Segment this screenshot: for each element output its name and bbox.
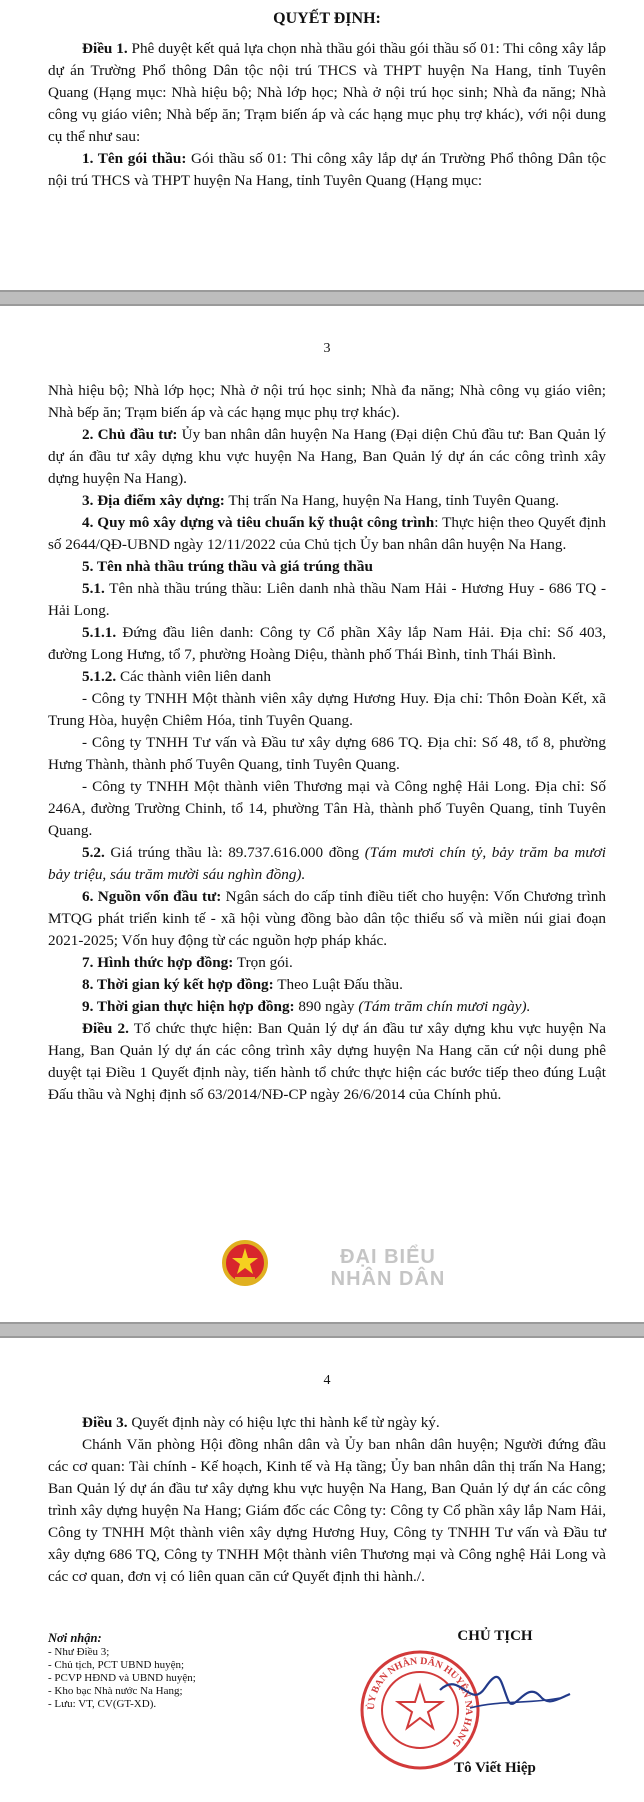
article-3-paragraph [48, 1412, 606, 1434]
signer-role: CHỦ TỊCH [457, 1628, 533, 1644]
item-5-2-price: Giá trúng thầu là: 89.737.616.000 đồng [104, 844, 365, 861]
execution-paragraph: Chánh Văn phòng Hội đồng nhân dân và Ủy ban nhân dân huyện; Người đứng đầu các cơ quan: Tài chính - Kế hoạch, Kinh tế và Hạ tầng; Ủy ban nhân dân thị trấn Na Hang; Ban Quản lý dự án đầu tư xây dựng khu vực huyện Na Hang, Ban Quản lý dự án các công trình xây dựng huyện Na Hang; Giám đốc các Công ty: Công ty Cổ phần xây lắp Nam Hải, Công ty TNHH Một thành viên xây dựng Hương Huy, Công ty TNHH Tư vấn và Đầu tư xây dựng 686 TQ, Công ty TNHH Một thành viên Thương mại và Công nghệ Hải Long và các cơ quan, đơn vị có liên quan căn cứ Quyết định thi hành./. [48, 1436, 606, 1585]
article-2-paragraph [48, 1018, 606, 1106]
item-9-text: 890 ngày [294, 998, 359, 1015]
article-1-paragraph [48, 38, 606, 148]
item-7-paragraph [48, 952, 606, 974]
item-2-text: Ủy ban nhân dân huyện Na Hang (Đại diện Chủ đầu tư: Ban Quản lý dự án đầu tư xây dựng khu vực huyện Na Hang, Ban Quản lý dự án các công trình xây dựng huyện Na Hang). [48, 426, 607, 487]
item-2-paragraph [48, 424, 606, 490]
recipients-heading: Nơi nhận: [48, 1631, 102, 1645]
item-8-text: Theo Luật Đấu thầu. [273, 976, 403, 993]
recipient-item: - PCVP HĐND và UBND huyện; [48, 1672, 196, 1684]
item-5-heading: 5. Tên nhà thầu trúng thầu và giá trúng thầu [82, 558, 373, 575]
page-top-content [48, 8, 606, 192]
item-4-text: : Thực hiện theo Quyết định số 2644/QĐ-UBND ngày 12/11/2022 của Chủ tịch Ủy ban nhân dân huyện Na Hang. [48, 514, 606, 553]
item-4-label: 4. Quy mô xây dựng và tiêu chuẩn kỹ thuật công trình [82, 514, 435, 531]
page-number-4: 4 [323, 1373, 331, 1388]
item-4-paragraph [48, 512, 606, 556]
item-9-paragraph [48, 996, 606, 1018]
item-5-1-label: 5.1. [82, 580, 105, 597]
document-page-3 [0, 306, 644, 1322]
recipient-item: - Lưu: VT, CV(GT-XD). [48, 1698, 157, 1710]
article-3-label: Điều 3. [82, 1414, 128, 1431]
recipient-item: - Kho bạc Nhà nước Na Hang; [48, 1685, 183, 1697]
seal-text: ỦY BAN NHÂN DÂN HUYỆN NA HANG [365, 1655, 475, 1749]
decision-title: QUYẾT ĐỊNH: [273, 10, 381, 27]
article-2-text: Tổ chức thực hiện: Ban Quản lý dự án đầu tư xây dựng khu vực huyện Na Hang, Ban Quản lý dự án các công trình xây dựng huyện Na Hang căn cứ nội dung phê duyệt tại Điều 1 Quyết định này, tiến hành tổ chức thực hiện các bước tiếp theo đúng Luật Đấu thầu và Nghị định số 63/2014/NĐ-CP ngày 26/6/2014 của Chính phủ. [48, 1020, 607, 1103]
item-6-paragraph [48, 886, 606, 952]
article-3-text: Quyết định này có hiệu lực thi hành kể từ ngày ký. [127, 1414, 440, 1431]
item-9-text-words: (Tám trăm chín mươi ngày). [358, 998, 531, 1015]
page-separator [0, 290, 644, 306]
document-page-top [0, 0, 644, 290]
item-3-text: Thị trấn Na Hang, huyện Na Hang, tỉnh Tuyên Quang. [224, 492, 560, 509]
article-2-label: Điều 2. [82, 1020, 129, 1037]
item-5-1-text: Tên nhà thầu trúng thầu: Liên danh nhà thầu Nam Hải - Hương Huy - 686 TQ - Hải Long. [48, 580, 606, 619]
document-page-4 [0, 1338, 644, 1802]
recipient-item: - Chủ tịch, PCT UBND huyện; [48, 1659, 185, 1671]
member-1: - Công ty TNHH Một thành viên xây dựng Hương Huy. Địa chỉ: Thôn Đoàn Kết, xã Trung Hòa, huyện Chiêm Hóa, tỉnh Tuyên Quang. [48, 690, 606, 729]
item-2-label: 2. Chủ đầu tư: [82, 426, 178, 443]
page-4-content [48, 1370, 606, 1588]
item-5-1-2-label: 5.1.2. [82, 668, 117, 685]
item-6-text: Ngân sách do cấp tỉnh điều tiết cho huyện: Vốn Chương trình MTQG phát triển kinh tế - xã hội vùng đồng bào dân tộc thiểu số và miền núi giai đoạn 2021-2025; Vốn huy động từ các nguồn hợp pháp khác. [48, 888, 606, 949]
item-5-1-paragraph [48, 578, 606, 622]
item-1-continuation: Nhà hiệu bộ; Nhà lớp học; Nhà ở nội trú học sinh; Nhà đa năng; Nhà công vụ giáo viên; Nhà bếp ăn; Trạm biến áp và các hạng mục phụ trợ khác). [48, 382, 606, 421]
item-5-1-1-label: 5.1.1. [82, 624, 117, 641]
item-3-label: 3. Địa điểm xây dựng: [82, 492, 225, 509]
national-emblem-icon [222, 1238, 268, 1288]
item-5-2-price-words: (Tám mươi chín tỷ, bảy trăm ba mươi bảy triệu, sáu trăm mười sáu nghìn đồng). [48, 844, 606, 883]
article-1-label: Điều 1. [82, 40, 128, 57]
item-5-1-2-text: Các thành viên liên danh [116, 668, 271, 685]
member-3: - Công ty TNHH Một thành viên Thương mại và Công nghệ Hải Long. Địa chỉ: Số 246A, đường Trường Chinh, tổ 14, phường Tân Hà, thành phố Tuyên Quang, tỉnh Tuyên Quang. [48, 778, 606, 839]
item-7-text: Trọn gói. [233, 954, 293, 971]
signer-name: Tô Viết Hiệp [454, 1760, 536, 1776]
item-6-label: 6. Nguồn vốn đầu tư: [82, 888, 222, 905]
recipients-block [48, 1630, 278, 1711]
item-5-1-1-paragraph [48, 622, 606, 666]
page-number: 3 [323, 341, 331, 356]
article-1-text: Phê duyệt kết quả lựa chọn nhà thầu gói thầu gói thầu số 01: Thi công xây lắp dự án Trường Phổ thông Dân tộc nội trú THCS và THPT huyện Na Hang, tỉnh Tuyên Quang (Hạng mục: Nhà hiệu bộ; Nhà lớp học; Nhà ở nội trú học sinh; Nhà đa năng; Nhà công vụ giáo viên; Nhà bếp ăn; Trạm biến áp và các hạng mục phụ trợ khác), với nội dung cụ thể như sau: [48, 40, 606, 145]
item-1-paragraph [48, 148, 606, 192]
item-1-label: 1. Tên gói thầu: [82, 150, 187, 167]
watermark-line-1: ĐẠI BIỂU [340, 1246, 436, 1268]
signature-icon [430, 1660, 580, 1730]
member-2: - Công ty TNHH Tư vấn và Đầu tư xây dựng 686 TQ. Địa chỉ: Số 48, tổ 8, phường Hưng Thành, thành phố Tuyên Quang, tỉnh Tuyên Quang. [48, 734, 606, 773]
item-5-1-2-paragraph [48, 666, 606, 688]
watermark-line-2: NHÂN DÂN [330, 1268, 446, 1290]
page-separator-2 [0, 1322, 644, 1338]
item-7-label: 7. Hình thức hợp đồng: [82, 954, 234, 971]
recipient-item: - Như Điều 3; [48, 1646, 110, 1658]
watermark-text [298, 1246, 478, 1292]
item-5-2-label: 5.2. [82, 844, 105, 861]
item-8-paragraph [48, 974, 606, 996]
item-5-2-paragraph [48, 842, 606, 886]
page-3-content [48, 338, 606, 1106]
item-9-label: 9. Thời gian thực hiện hợp đồng: [82, 998, 295, 1015]
item-1-text: Gói thầu số 01: Thi công xây lắp dự án Trường Phổ thông Dân tộc nội trú THCS và THPT huyện Na Hang, tỉnh Tuyên Quang (Hạng mục: [48, 150, 606, 189]
item-8-label: 8. Thời gian ký kết hợp đồng: [82, 976, 274, 993]
item-5-1-1-text: Đứng đầu liên danh: Công ty Cổ phần Xây lắp Nam Hải. Địa chỉ: Số 403, đường Long Hưng, tổ 7, phường Hoàng Diệu, thành phố Thái Bình, tỉnh Thái Bình. [48, 624, 606, 663]
item-3-paragraph [48, 490, 606, 512]
